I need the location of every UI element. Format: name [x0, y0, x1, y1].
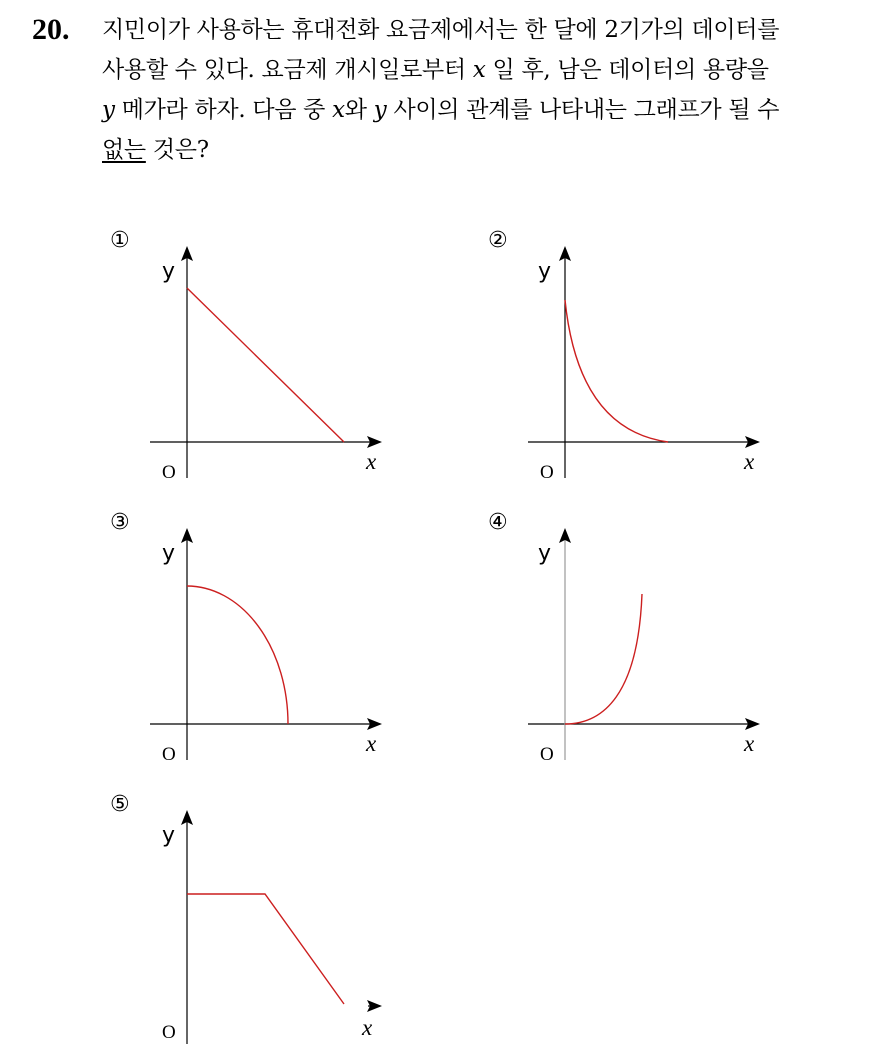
question-line-2: 사용할 수 있다. 요금제 개시일로부터 x 일 후, 남은 데이터의 용량을	[102, 57, 769, 83]
x-axis-label: x	[744, 731, 755, 756]
y-axis-label: y	[538, 259, 552, 284]
choice-3-label: ③	[110, 510, 130, 535]
choice-2-graph[interactable]	[488, 228, 818, 498]
choice-4-label: ④	[488, 510, 508, 535]
origin-label: O	[162, 744, 176, 765]
graph-2-plot	[488, 228, 818, 498]
choice-4-graph[interactable]	[488, 510, 818, 780]
graph-4-plot	[488, 510, 818, 780]
choice-3-graph[interactable]	[110, 510, 440, 780]
x-axis-label: x	[366, 449, 377, 474]
graph-curve	[187, 586, 288, 724]
y-axis-label: y	[162, 259, 176, 284]
graph-curve	[565, 594, 642, 724]
variable-x: x	[332, 97, 345, 123]
graph-5-plot	[110, 792, 440, 1062]
question-number: 20.	[32, 13, 70, 46]
graph-1-plot	[110, 228, 440, 498]
variable-y: y	[102, 97, 115, 123]
y-axis-label: y	[162, 823, 176, 848]
graph-curve	[187, 894, 344, 1004]
choice-1-label: ①	[110, 228, 130, 253]
question-line-1: 지민이가 사용하는 휴대전화 요금제에서는 한 달에 2기가의 데이터를	[102, 17, 780, 43]
graph-curve	[565, 300, 668, 442]
question-line-4: 없는 것은?	[102, 137, 209, 163]
choice-5-graph[interactable]	[110, 792, 440, 1062]
choice-1-graph[interactable]	[110, 228, 440, 498]
x-axis-label: x	[362, 1015, 373, 1040]
x-axis-label: x	[744, 449, 755, 474]
graph-curve	[187, 288, 344, 442]
choice-5-label: ⑤	[110, 792, 130, 817]
choice-2-label: ②	[488, 228, 508, 253]
origin-label: O	[540, 744, 554, 765]
origin-label: O	[162, 462, 176, 483]
variable-x: x	[472, 57, 486, 83]
y-axis-label: y	[162, 541, 176, 566]
x-axis-label: x	[366, 731, 377, 756]
graph-3-plot	[110, 510, 440, 780]
question-line-3: y 메가라 하자. 다음 중 x와 y 사이의 관계를 나타내는 그래프가 될 수	[102, 97, 780, 123]
origin-label: O	[540, 462, 554, 483]
question-text	[102, 10, 872, 170]
variable-y: y	[373, 97, 387, 123]
emphasis-underline: 없는	[102, 137, 146, 163]
origin-label: O	[162, 1022, 176, 1043]
y-axis-label: y	[538, 541, 552, 566]
